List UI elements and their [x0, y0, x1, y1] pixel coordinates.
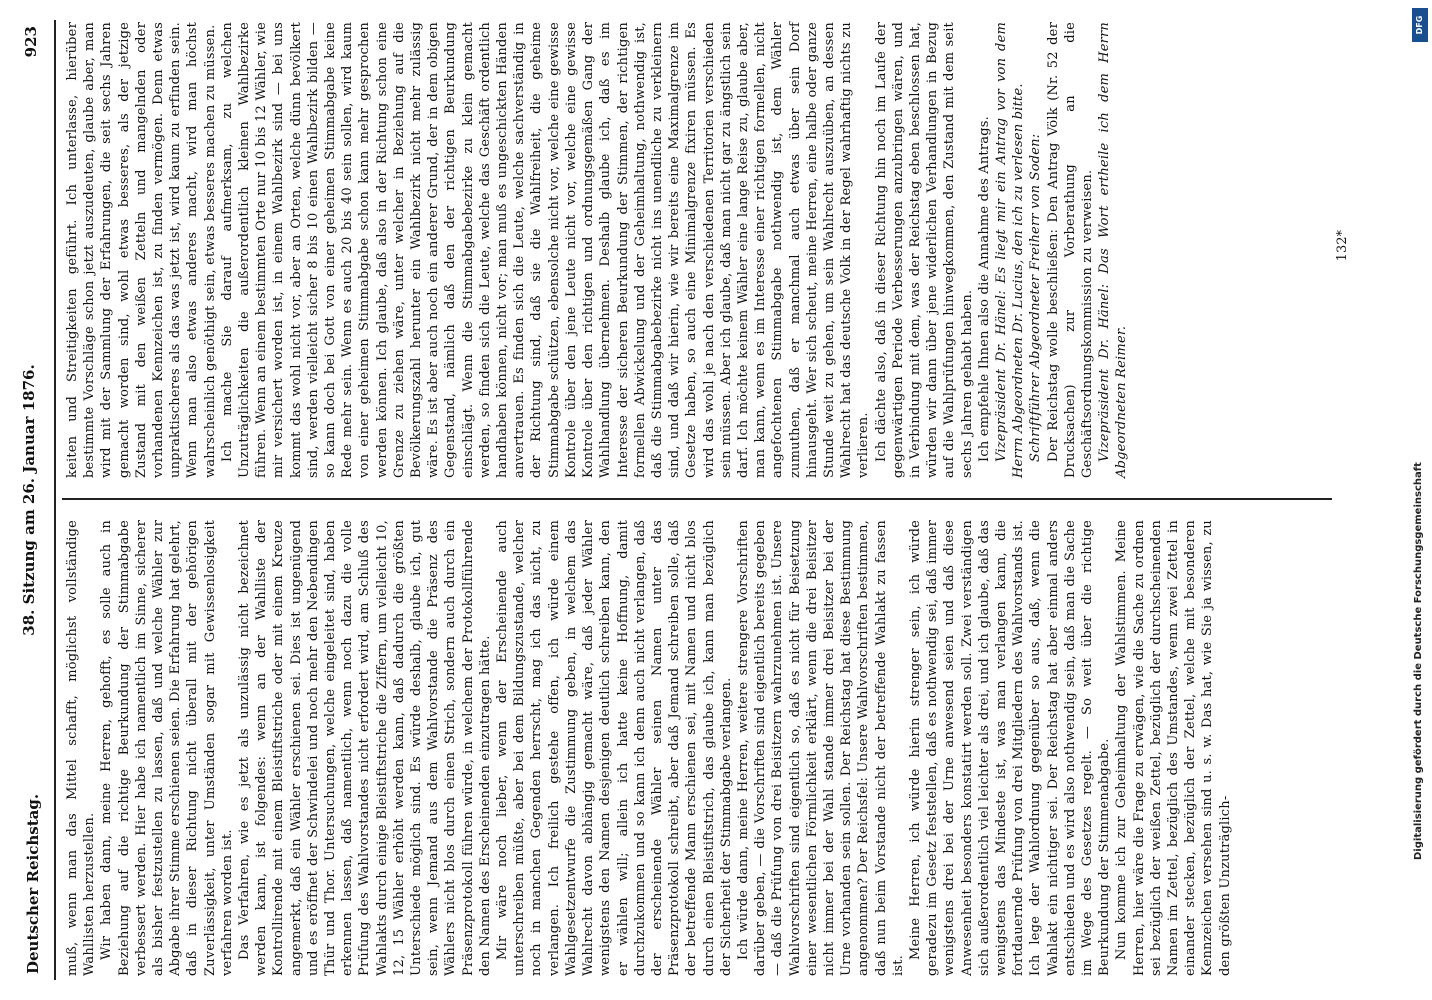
paragraph: Nun komme ich zur Geheimhaltung der Wahlstimmen. Meine Herren, hier wäre die Frage zu erwägen, wie die Sache zu ordnen sei bezüglich der weißen Zettel, bezüglich der durchscheinenden Namen im Zettel, bezüglich des Umstandes, wenn zwei Zettel in einander stecken, bezüglich der Zettel, welche mit besonderen Kennzeichen versehen sind u. s. w. Das hat, wie Sie ja wissen, zu den größten Unzuträglich-: [1114, 520, 1233, 976]
paragraph: Ich dächte also, daß in dieser Richtung hin noch im Laufe der gegenwärtigen Periode Verbesserungen anzubringen wären, und in Verbindung mit dem, was der Reichstag eben beschlossen hat, würden wir dann über jene widerlichen Verhandlungen in Bezug auf die Wahlprüfungen hinwegkommen, den Zustand mit dem seit sechs Jahren gehabt haben.: [873, 22, 975, 478]
right-column: [64, 22, 1334, 478]
paragraph: Das Verfahren, wie es jetzt als unzulässig nicht bezeichnet werden kann, ist folgendes: wenn an der Wahlliste der Kontrollirende mit einem Bleistiftstriche oder mit einem Kreuze angemerkt, daß ein Wähler erschienen sei. Dies ist ungenügend und es eröffnet der Schwindelei und noch mehr den Nebendingen Thür und Thor. Untersuchungen, welche eingeleitet sind, haben erkennen lassen, daß namentlich, wenn noch dazu die volle Prüfung des Wahlvorstandes nicht erfordert wird, am Schluß des Wahlakts durch einige Bleistiftstriche die Ziffern, um vielleicht 10, 12, 15 Wähler erhöht werden kann, daß dadurch die größten Unterschiede möglich sind. Es würde deshalb, glaube ich, gut sein, wenn Jemand aus dem Wahlvorstande die Präsenz des Wählers nicht blos durch einen Strich, sondern auch durch ein Präsenzprotokoll führen würde, in welchem der Protokollführende den Namen des Erscheinenden einzutragen hätte.: [237, 520, 493, 976]
speaker-paragraph: Vizepräsident Dr. Hänel: Das Wort ertheile ich dem Herrn Abgeordneten Reimer.: [1097, 22, 1130, 478]
header-publication: Deutscher Reichstag.: [24, 793, 42, 974]
dfg-logo-icon: DFG: [1412, 8, 1428, 42]
header-page-number: 923: [22, 26, 40, 58]
credit-text: Digitalisierung gefördert durch die Deutsche Forschungsgemeinschaft: [1413, 462, 1424, 860]
paragraph: Mir wäre noch lieber, wenn der Erscheinende auch unterschreiben müßte, aber bei dem Bildungszustande, welcher noch in manchen Gegenden herrscht, mag ich das nicht, zu verlangen. Ich freilich gestehe offen, ich würde einem Wahlgesetzentwurfe die Zustimmung geben, in welchem das Wahlrecht davon abhängig gemacht wäre, daß jeder Wähler wenigstens den Namen desjenigen deutlich schreiben kann, den er wählen will; allein ich hatte keine Hoffnung, damit durchzukommen und so kann ich denn auch nicht verlangen, daß der erscheinende Wähler seinen Namen unter das Präsenzprotokoll schreibt, aber daß Jemand schreiben solle, daß der betreffende Mann erschienen sei, mit Namen und nicht blos durch einen Bleistiftstrich, das glaube ich, kann man bezüglich der Sicherheit der Stimmabgabe verlangen.: [495, 520, 734, 976]
motion-text: Der Reichstag wolle beschließen: Den Antrag Völk (Nr. 52 der Drucksachen) zur Vorberathung an die Geschäftsordnungskommission zu verweisen.: [1045, 22, 1095, 478]
paragraph: Ich mache Sie darauf aufmerksam, zu welchen Unzuträglichkeiten die außerordentlich kleinen Wahlbezirke führen. Wenn an einem bestimmten Orte nur 10 bis 12 Wähler, wie mir versichert worden ist, in einem Wahlbezirk sind — bei uns kommt das wohl nicht vor, aber an Orten, welche dünn bevölkert sind, werden vielleicht sicher 8 bis 10 einen Wahlbezirk bilden — so kann doch bei Gott von einer geheimen Stimmabgabe keine Rede mehr sein. Wenn es auch 20 bis 40 sein sollen, wird kaum von einer geheimen Stimmabgabe schon kann mehr gesprochen werden können. Ich glaube, daß also in der Richtung schon eine Grenze zu ziehen wäre, unter welcher in Beziehung auf die Bevölkerungszahl herunter ein Wahlbezirk nicht mehr zulässig wäre. Es ist aber auch noch ein anderer Grund, der in dem obigen Gegenstand, nämlich daß den der richtigen Beurkundung einschlägt. Wenn die Stimmabgabebezirke zu klein gemacht werden, so finden sich die Leute, welche das Geschäft ordentlich handhaben können, nicht vor; man muß es ungeschickten Händen anvertrauen. Es finden sich die Leute, welche sachverständig in der Richtung sind, daß sie die Wahlfreiheit, die geheime Stimmabgabe schützen, ebensolche nicht vor, welche eine gewisse Kontrole über den jene Leute nicht vor, welche eine gewisse Kontrole über den richtigen und ordnungsgemäßen Gang der Wahlhandlung übernehmen. Deshalb glaube ich, daß es im Interesse der sicheren Beurkundung der Stimmen, der richtigen formellen Abwickelung und der Geheimhaltung, nothwendig ist, daß die Stimmabgabebezirke nicht ins unendliche zu verkleinern sind, und daß wir hierin, wie wir bereits eine Maximalgrenze im Gesetze haben, so auch eine Minimalgrenze fixiren müssen. Es wird das wohl je nach den verschiedenen Territorien verschieden sein müssen. Aber ich glaube, daß man nicht gar zu ängstlich sein darf. Ich möchte keinem Wähler eine lange Reise zu, glaube aber, man kann, wenn es im Interesse einer richtigen formellen, nicht angefochtenen Stimmabgabe nothwendig ist, dem Wähler zumuthen, daß er manchmal auch etwas über sein Dorf hinausgeht. Wer sich scheut, meine Herren, eine halbe oder ganze Stunde weit zu gehen, um sein Wahlrecht auszuüben, an dessen Wahlrecht hat das deutsche Volk in der Regel wahrhaftig nichts zu verlieren.: [219, 22, 872, 478]
speaker-paragraph: Vizepräsident Dr. Hänel: Es liegt mir ein Antrag vor von dem Herrn Abgeordneten Dr. Lucius, den ich zu verlesen bitte.: [993, 22, 1027, 478]
signature-mark: 132*: [1335, 230, 1350, 262]
credit-strip: [1408, 0, 1432, 1000]
paragraph: Ich würde dann, meine Herren, weitere strengere Vorschriften darüber geben, — die Vorschriften sind eigentlich bereits gegeben — daß die Prüfung von drei Beisitzern wahrzunehmen ist. Unsere Wahlvorschriften sind eigentlich so, daß es nicht für Beisetzung einer wesentlichen Förmlichkeit erklärt, wenn die drei Beisitzer nicht immer bei der Wahl stande immer drei Beisitzer bei der Urne vorhanden sein sollen. Der Reichstag hat diese Bestimmung angenommen? Der Reichsfel: Unsere Wahlvorschriften bestimmen, daß nun beim Vorstande nicht der betreffende Wahlakt zu fassen ist.: [735, 520, 906, 976]
paragraph: Meine Herren, ich würde hierin strenger sein, ich würde geradezu im Gesetz feststellen, daß es nothwendig sei, daß immer wenigstens drei bei der Urne anwesend seien und daß diese Anwesenheit besonders konstatirt werden soll. Zwei verständigen sich außerordentlich viel leichter als drei, und ich glaube, daß das wenigstens das Mindeste ist, was man verlangen kann, die fortdauernde Prüfung von drei Mitgliedern des Wahlvorstands ist. Ich lege der Wahlordnung gegenüber so aus, daß, wenn die Wahlakt ein nichtiger sei. Der Reichstag hat aber einmal anders entschieden und es wird also nothwendig sein, daß man die Sache im Wege des Gesetzes regelt. — So weit über die richtige Beurkundung der Stimmenabgabe.: [907, 520, 1113, 976]
left-column: [64, 520, 1334, 976]
paragraph: Ich empfehle Ihnen also die Annahme des Antrags.: [976, 116, 992, 462]
header-rule: [54, 20, 56, 980]
paragraph: keiten und Streitigkeiten geführt. Ich unterlasse, hierüber bestimmte Vorschläge schon jetzt auszudeuten, glaube aber, man wird mit der Sammlung der Erfahrungen, die seit sechs Jahren gemacht worden sind, wohl etwas besseres, als der jetzige Zustand mit den weißen Zetteln und mangelnden oder vorhandenen Kennzeichen ist, zu finden vermögen. Denn etwas unpraktischeres als das was jetzt ist, wird kaum zu erfinden sein. Wenn man also etwas anderes macht, wird man höchst wahrscheinlich genöthigt sein, etwas besseres machen zu müssen.: [65, 22, 218, 478]
header-session: 38. Sitzung am 26. Januar 1876.: [20, 364, 38, 636]
paragraph: Wir haben dann, meine Herren, gehofft, es solle auch in Beziehung auf die richtige Beurkundung der Stimmabgabe verbessert werden. Hier habe ich namentlich im Sinne, sicherer als bisher festzustellen zu lassen, daß und welche Wähler zur Abgabe ihrer Stimme erschienen seien. Die Erfahrung hat gelehrt, daß in dieser Richtung nicht überall mit der gehörigen Zuverlässigkeit, unter Umständen sogar mit Gewissenlosigkeit verfahren worden ist.: [99, 520, 235, 976]
paragraph: muß, wenn man das Mittel schafft, möglichst vollständige Wahllisten herzustellen.: [65, 520, 98, 976]
speaker-paragraph: Schriftführer Abgeordneter Freiherr von Soden:: [1028, 133, 1044, 462]
column-separator: [62, 498, 1332, 500]
page-header: [8, 18, 44, 982]
